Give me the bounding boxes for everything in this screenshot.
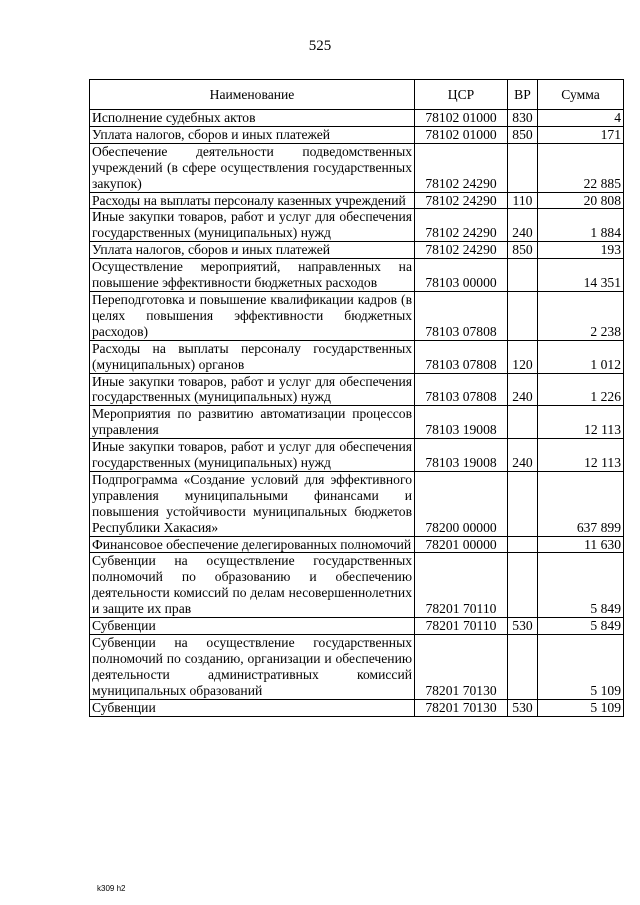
row-name: Переподготовка и повышение квалификации кадров (в целях повышения эффективности бюджетных расходов)	[90, 291, 415, 340]
row-vr	[508, 471, 538, 536]
table-row	[90, 291, 624, 340]
table-row	[90, 143, 624, 192]
row-name: Иные закупки товаров, работ и услуг для обеспечения государственных (муниципальных) нужд	[90, 439, 415, 472]
row-sum: 637 899	[538, 471, 624, 536]
table-row	[90, 209, 624, 242]
row-vr: 240	[508, 209, 538, 242]
header-csr: ЦСР	[415, 80, 508, 110]
table-row	[90, 373, 624, 406]
row-vr: 240	[508, 439, 538, 472]
row-vr	[508, 143, 538, 192]
row-csr: 78201 70130	[415, 635, 508, 700]
header-sum: Сумма	[538, 80, 624, 110]
row-vr: 830	[508, 110, 538, 127]
row-csr: 78201 70110	[415, 618, 508, 635]
row-csr: 78102 01000	[415, 126, 508, 143]
row-vr	[508, 259, 538, 292]
row-name: Иные закупки товаров, работ и услуг для обеспечения государственных (муниципальных) нужд	[90, 373, 415, 406]
row-csr: 78103 07808	[415, 373, 508, 406]
table-row	[90, 439, 624, 472]
page-number: 525	[308, 38, 332, 54]
table-row	[90, 126, 624, 143]
row-sum: 1 012	[538, 340, 624, 373]
row-name: Уплата налогов, сборов и иных платежей	[90, 126, 415, 143]
row-vr	[508, 635, 538, 700]
row-csr: 78103 07808	[415, 340, 508, 373]
row-name: Осуществление мероприятий, направленных на повышение эффективности бюджетных расходов	[90, 259, 415, 292]
table-body	[90, 110, 624, 717]
table-row	[90, 192, 624, 209]
row-vr: 530	[508, 699, 538, 716]
table-row	[90, 110, 624, 127]
row-name: Субвенции на осуществление государственных полномочий по образованию и обеспечению деятельности комиссий по делам несовершеннолетних и защите их прав	[90, 553, 415, 618]
row-sum: 171	[538, 126, 624, 143]
row-vr	[508, 536, 538, 553]
row-vr: 120	[508, 340, 538, 373]
row-sum: 22 885	[538, 143, 624, 192]
row-sum: 1 884	[538, 209, 624, 242]
table-row	[90, 618, 624, 635]
row-csr: 78102 24290	[415, 209, 508, 242]
row-name: Субвенции на осуществление государственных полномочий по созданию, организации и обеспечению деятельности административных комиссий муниципальных образований	[90, 635, 415, 700]
row-name: Обеспечение деятельности подведомственных учреждений (в сфере осуществления государственных закупок)	[90, 143, 415, 192]
table-row	[90, 635, 624, 700]
row-vr	[508, 291, 538, 340]
row-vr: 240	[508, 373, 538, 406]
row-name: Мероприятия по развитию автоматизации процессов управления	[90, 406, 415, 439]
row-sum: 5 849	[538, 618, 624, 635]
table-header-row	[90, 80, 624, 110]
row-name: Финансовое обеспечение делегированных полномочий	[90, 536, 415, 553]
row-name: Субвенции	[90, 699, 415, 716]
row-sum: 193	[538, 242, 624, 259]
row-csr: 78200 00000	[415, 471, 508, 536]
table-row	[90, 471, 624, 536]
row-sum: 1 226	[538, 373, 624, 406]
row-name: Расходы на выплаты персоналу государственных (муниципальных) органов	[90, 340, 415, 373]
table-row	[90, 553, 624, 618]
row-sum: 2 238	[538, 291, 624, 340]
footer-code: k309 h2	[97, 884, 126, 893]
row-name: Расходы на выплаты персоналу казенных учреждений	[90, 192, 415, 209]
header-vr: ВР	[508, 80, 538, 110]
table-row	[90, 536, 624, 553]
row-vr: 850	[508, 242, 538, 259]
table-row	[90, 406, 624, 439]
row-name: Исполнение судебных актов	[90, 110, 415, 127]
row-sum: 5 849	[538, 553, 624, 618]
row-sum: 11 630	[538, 536, 624, 553]
row-sum: 4	[538, 110, 624, 127]
row-sum: 14 351	[538, 259, 624, 292]
row-name: Субвенции	[90, 618, 415, 635]
row-csr: 78201 70130	[415, 699, 508, 716]
row-vr	[508, 406, 538, 439]
row-csr: 78103 00000	[415, 259, 508, 292]
row-vr: 850	[508, 126, 538, 143]
row-sum: 5 109	[538, 699, 624, 716]
row-csr: 78201 00000	[415, 536, 508, 553]
row-csr: 78103 19008	[415, 406, 508, 439]
table-row	[90, 259, 624, 292]
header-name: Наименование	[90, 80, 415, 110]
row-csr: 78103 19008	[415, 439, 508, 472]
row-csr: 78201 70110	[415, 553, 508, 618]
budget-table	[89, 79, 624, 717]
row-csr: 78102 24290	[415, 143, 508, 192]
table-row	[90, 340, 624, 373]
row-sum: 5 109	[538, 635, 624, 700]
row-csr: 78102 01000	[415, 110, 508, 127]
row-sum: 12 113	[538, 406, 624, 439]
row-name: Уплата налогов, сборов и иных платежей	[90, 242, 415, 259]
table-row	[90, 699, 624, 716]
row-name: Иные закупки товаров, работ и услуг для обеспечения государственных (муниципальных) нужд	[90, 209, 415, 242]
row-sum: 20 808	[538, 192, 624, 209]
row-vr: 530	[508, 618, 538, 635]
row-name: Подпрограмма «Создание условий для эффективного управления муниципальными финансами и повышения устойчивости муниципальных бюджетов Республики Хакасия»	[90, 471, 415, 536]
table-row	[90, 242, 624, 259]
row-csr: 78103 07808	[415, 291, 508, 340]
row-sum: 12 113	[538, 439, 624, 472]
row-csr: 78102 24290	[415, 242, 508, 259]
row-csr: 78102 24290	[415, 192, 508, 209]
row-vr	[508, 553, 538, 618]
row-vr: 110	[508, 192, 538, 209]
